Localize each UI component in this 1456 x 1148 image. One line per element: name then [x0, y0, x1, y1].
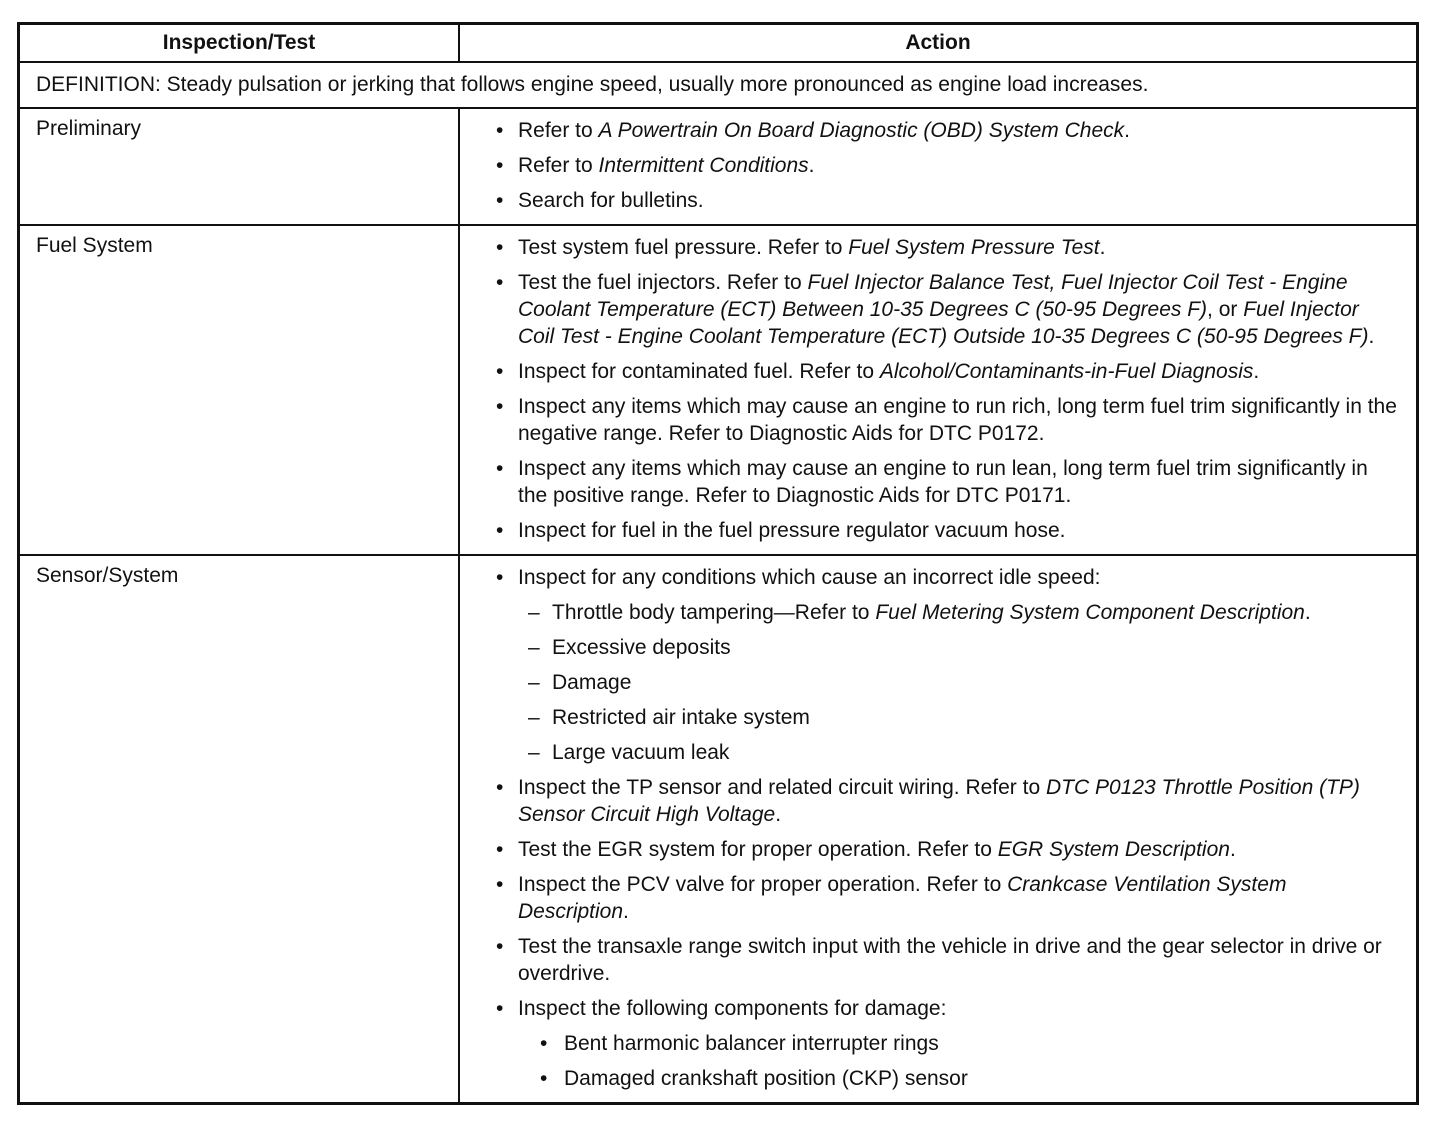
- action-cell: [460, 109, 1416, 224]
- column-header-inspection: Inspection/Test: [20, 25, 460, 61]
- table-row: [20, 556, 1416, 1102]
- list-item: • Inspect any items which may cause an engine to run lean, long term fuel trim significantly in the positive range. Refer to Diagnostic Aids for DTC P0171.: [494, 455, 1400, 509]
- diagnostic-table: [17, 22, 1419, 1105]
- sub-list-item: – Damage: [528, 669, 1400, 696]
- table-header-row: [20, 25, 1416, 63]
- list-item: • Test the EGR system for proper operation. Refer to EGR System Description.: [494, 836, 1400, 863]
- reference-link: Fuel Injector Balance Test, Fuel Injector Coil Test - Engine Coolant Temperature (ECT) Between 10-35 Degrees C (50-95 Degrees F): [518, 271, 1348, 321]
- idle-conditions-list: [528, 599, 1400, 766]
- damage-components-list: [538, 1030, 1400, 1092]
- row-label: Fuel System: [20, 226, 460, 554]
- action-cell: [460, 226, 1416, 554]
- list-item: • Search for bulletins.: [494, 187, 1400, 214]
- reference-link: DTC P0123 Throttle Position (TP) Sensor Circuit High Voltage: [518, 776, 1360, 826]
- sub-list-item: – Large vacuum leak: [528, 739, 1400, 766]
- list-item: • Inspect for contaminated fuel. Refer to Alcohol/Contaminants-in-Fuel Diagnosis.: [494, 358, 1400, 385]
- sub-list-item: – Restricted air intake system: [528, 704, 1400, 731]
- reference-link: Fuel System Pressure Test: [848, 236, 1100, 259]
- list-item: • Inspect for fuel in the fuel pressure regulator vacuum hose.: [494, 517, 1400, 544]
- list-item: • Inspect the TP sensor and related circuit wiring. Refer to DTC P0123 Throttle Position (TP) Sensor Circuit High Voltage.: [494, 774, 1400, 828]
- list-item: • Test the transaxle range switch input with the vehicle in drive and the gear selector in drive or overdrive.: [494, 933, 1400, 987]
- definition-text: DEFINITION: Steady pulsation or jerking that follows engine speed, usually more pronounced as engine load increases.: [36, 73, 1149, 96]
- list-item: • Inspect the following components for damage: • Bent harmonic balancer interrupter rings • Damaged crankshaft position (CKP) sensor: [494, 995, 1400, 1092]
- reference-link: A Powertrain On Board Diagnostic (OBD) System Check: [598, 119, 1125, 142]
- reference-link: Fuel Injector Coil Test - Engine Coolant Temperature (ECT) Outside 10-35 Degrees C (50-95 Degrees F): [518, 298, 1369, 348]
- list-item: • Inspect the PCV valve for proper operation. Refer to Crankcase Ventilation System Description.: [494, 871, 1400, 925]
- sub-list-item: – Throttle body tampering—Refer to Fuel Metering System Component Description.: [528, 599, 1400, 626]
- list-item: • Test the fuel injectors. Refer to Fuel Injector Balance Test, Fuel Injector Coil Test - Engine Coolant Temperature (ECT) Between 10-35 Degrees C (50-95 Degrees F), or Fuel Injector Coil Test - Engine Coolant Temperature (ECT) Outside 10-35 Degrees C (50-95 Degrees F).: [494, 269, 1400, 350]
- action-list: [494, 117, 1400, 214]
- reference-link: Crankcase Ventilation System Description: [518, 873, 1287, 923]
- definition-row: [20, 63, 1416, 109]
- reference-link: Intermittent Conditions: [598, 154, 809, 177]
- reference-link: Fuel Metering System Component Description: [875, 601, 1305, 624]
- table-row: [20, 226, 1416, 556]
- action-cell: [460, 556, 1416, 1102]
- list-item: • Inspect for any conditions which cause an incorrect idle speed: – Throttle body tampering—Refer to Fuel Metering System Component Description. – Excessive deposits – Damage – Restricted air intake system – Large vacuum leak: [494, 564, 1400, 766]
- column-header-action: Action: [905, 31, 971, 54]
- sub-list-item: • Bent harmonic balancer interrupter rings: [538, 1030, 1400, 1057]
- list-item: • Test system fuel pressure. Refer to Fuel System Pressure Test.: [494, 234, 1400, 261]
- list-item: • Refer to Intermittent Conditions.: [494, 152, 1400, 179]
- list-item: • Inspect any items which may cause an engine to run rich, long term fuel trim significantly in the negative range. Refer to Diagnostic Aids for DTC P0172.: [494, 393, 1400, 447]
- table-row: [20, 109, 1416, 226]
- sub-list-item: • Damaged crankshaft position (CKP) sensor: [538, 1065, 1400, 1092]
- row-label: Sensor/System: [20, 556, 460, 1102]
- reference-link: EGR System Description: [997, 838, 1230, 861]
- reference-link: Alcohol/Contaminants-in-Fuel Diagnosis: [879, 360, 1254, 383]
- sub-list-item: – Excessive deposits: [528, 634, 1400, 661]
- row-label: Preliminary: [20, 109, 460, 224]
- action-list: [494, 564, 1400, 1092]
- action-list: [494, 234, 1400, 544]
- list-item: • Refer to A Powertrain On Board Diagnostic (OBD) System Check.: [494, 117, 1400, 144]
